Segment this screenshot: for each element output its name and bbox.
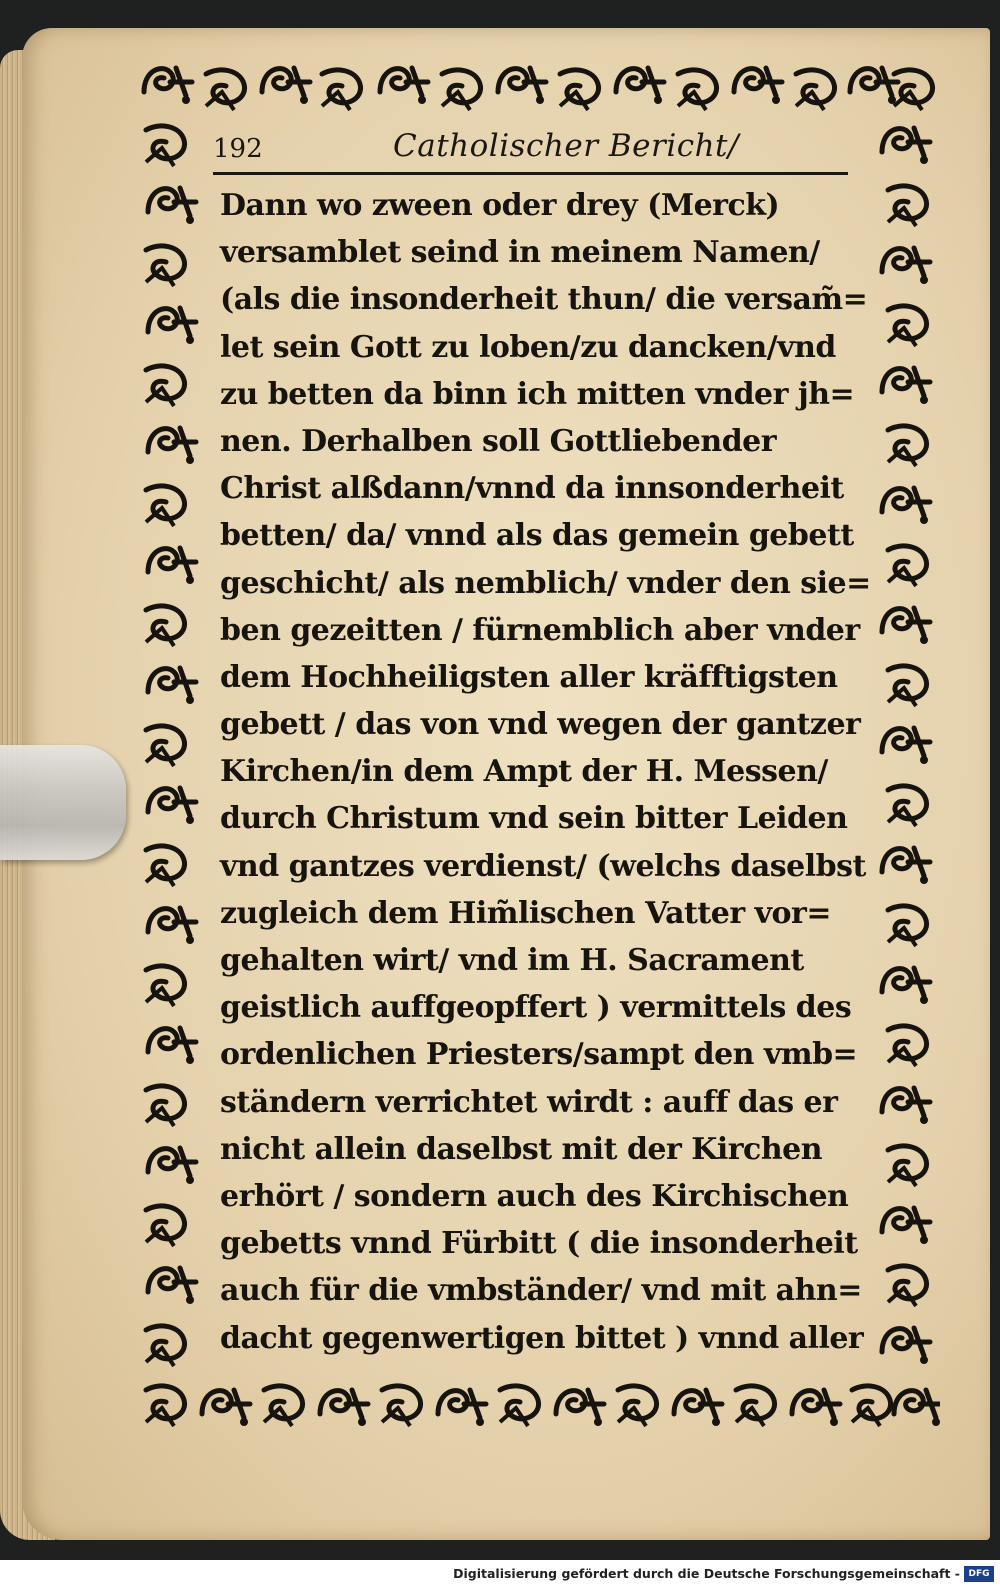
- text-line: betten/ da/ vnnd als das gemein gebett: [220, 518, 854, 554]
- text-line: dacht gegenwertigen bittet ) vnnd aller: [220, 1320, 864, 1356]
- running-head: Catholischer Bericht/: [393, 128, 739, 164]
- text-line: gebetts vnnd Fürbitt ( die insonderheit: [220, 1226, 858, 1262]
- text-line: Dann wo zween oder drey (Merck): [220, 188, 780, 223]
- text-line: durch Christum vnd sein bitter Leiden: [220, 801, 848, 837]
- text-line: zugleich dem Him̃lischen Vatter vor=: [220, 895, 831, 931]
- footer-bar: [0, 1560, 1000, 1589]
- text-line: ständern verrichtet wirdt : auff das er: [220, 1084, 838, 1120]
- page-header: [213, 128, 853, 168]
- text-line: auch für die vmbständer/ vnd mit ahn=: [220, 1273, 862, 1309]
- text-line: ben gezeitten / fürnemblich aber vnder: [220, 612, 860, 648]
- page-clip: [0, 745, 126, 860]
- text-line: geistlich auffgeopffert ) vermittels des: [220, 990, 852, 1026]
- page-number: 192: [213, 134, 263, 164]
- text-line: nen. Derhalben soll Gottliebender: [220, 423, 777, 459]
- text-line: (als die insonderheit thun/ die versam̃=: [220, 282, 868, 318]
- text-line: ordenlichen Priesters/sampt den vmb=: [220, 1037, 858, 1073]
- funding-credit: Digitalisierung gefördert durch die Deutsche Forschungsgemeinschaft -: [453, 1566, 960, 1581]
- text-line: erhört / sondern auch des Kirchischen: [220, 1178, 849, 1214]
- text-line: Kirchen/in dem Ampt der H. Messen/: [220, 754, 828, 790]
- text-line: zu betten da binn ich mitten vnder jh=: [220, 376, 855, 412]
- text-line: gebett / das von vnd wegen der gantzer: [220, 707, 861, 743]
- text-line: nicht allein daselbst mit der Kirchen: [220, 1131, 823, 1167]
- text-line: geschicht/ als nemblich/ vnder den sie=: [220, 565, 871, 601]
- text-line: vnd gantzes verdienst/ (welchs daselbst: [220, 848, 866, 884]
- header-rule: [213, 172, 848, 175]
- body-text: [220, 182, 870, 1362]
- text-line: dem Hochheiligsten aller kräfftigsten: [220, 659, 838, 695]
- dfg-logo: DFG: [964, 1566, 994, 1582]
- text-line: gehalten wirt/ vnd im H. Sacrament: [220, 943, 804, 978]
- text-line: Christ alßdann/vnnd da innsonderheit: [220, 471, 844, 507]
- text-line: let sein Gott zu loben/zu dancken/vnd: [220, 329, 836, 365]
- text-line: versamblet seind in meinem Namen/: [220, 235, 820, 271]
